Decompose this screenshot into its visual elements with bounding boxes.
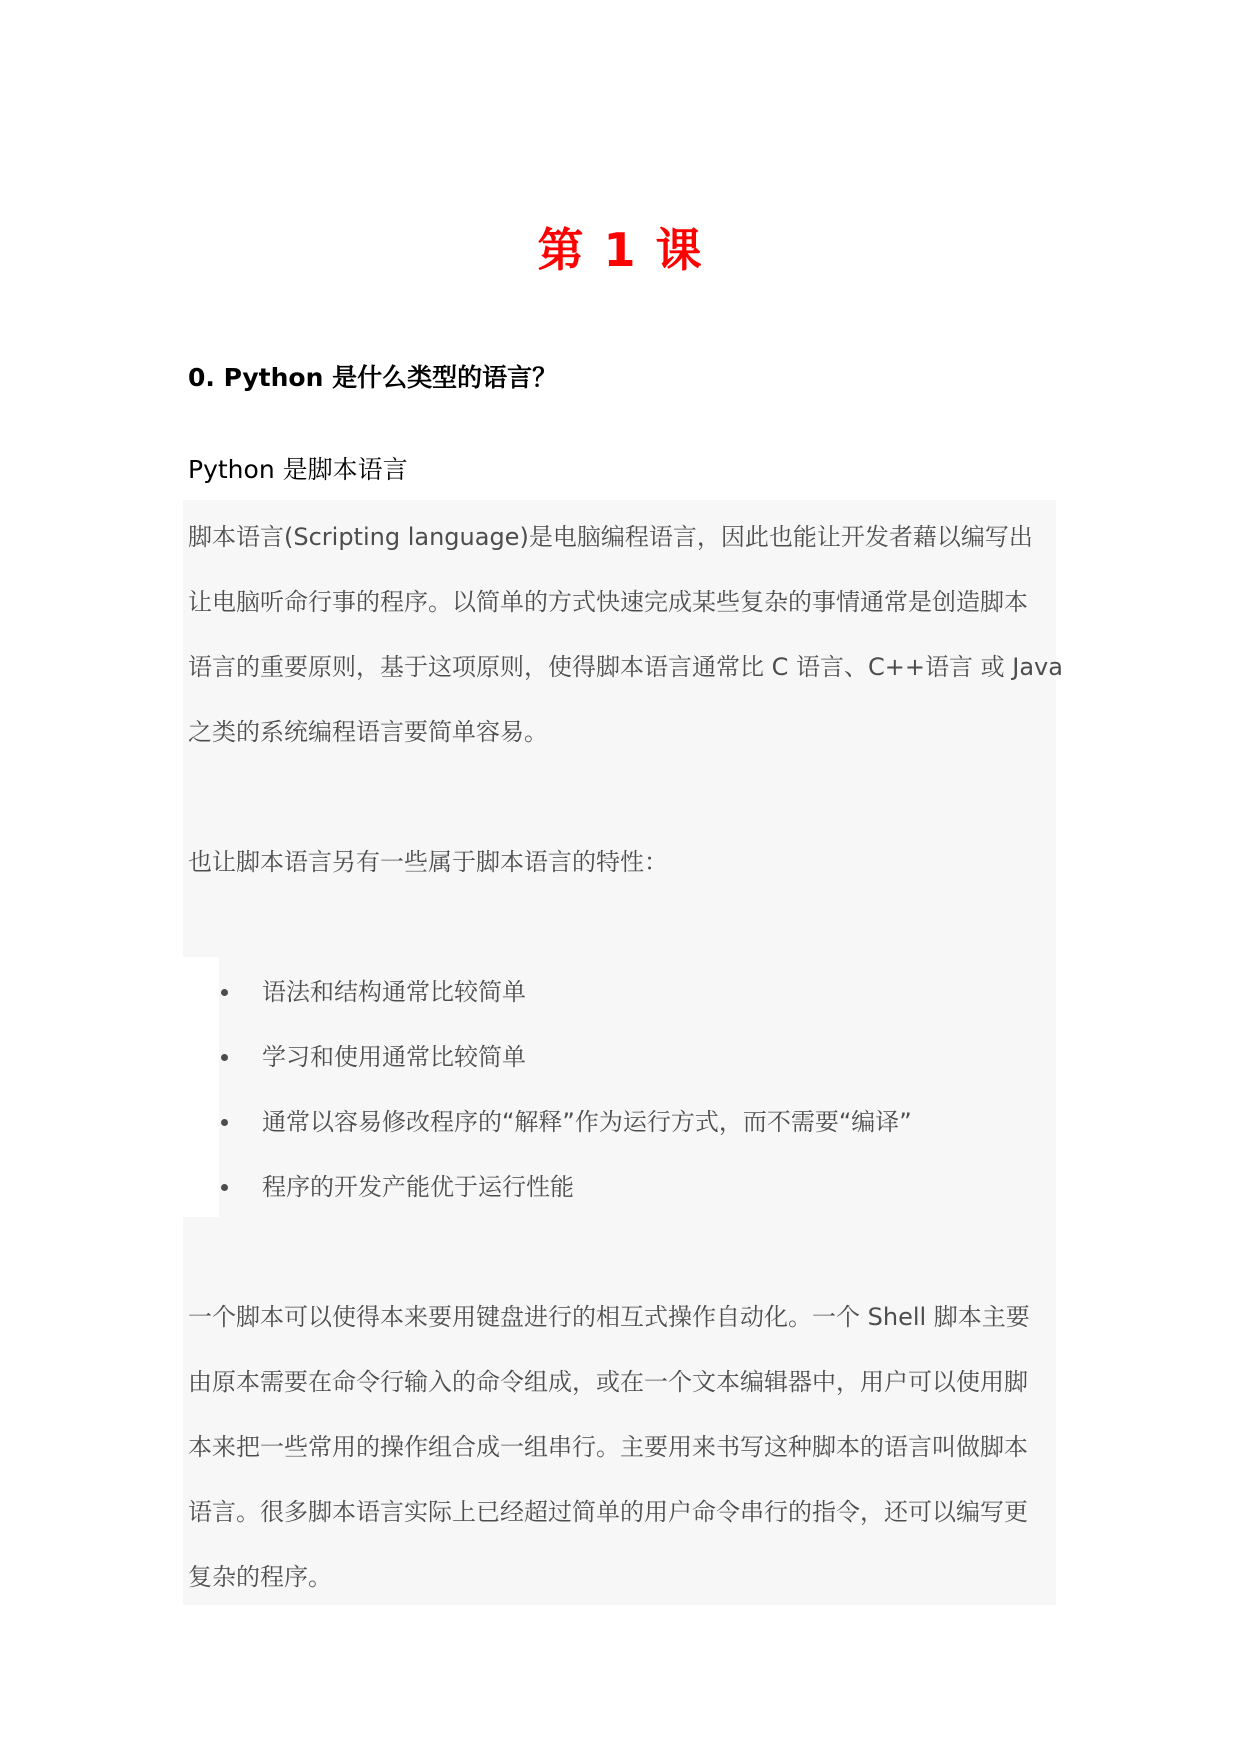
bullet-dot-icon xyxy=(221,1054,228,1061)
paragraph-shell-script xyxy=(188,1285,1068,1610)
answer-text: Python 是脚本语言 xyxy=(188,455,408,484)
lesson-title: 第 1 课 xyxy=(537,223,704,277)
list-indent-gap xyxy=(183,957,219,1217)
paragraph-line: 也让脚本语言另有一些属于脚本语言的特性： xyxy=(188,848,668,876)
paragraph-line: 脚本语言(Scripting language)是电脑编程语言，因此也能让开发者藉以编写出 xyxy=(188,523,1033,551)
paragraph-line: 本来把一些常用的操作组合成一组串行。主要用来书写这种脚本的语言叫做脚本 xyxy=(188,1433,1028,1461)
paragraph-line: 让电脑听命行事的程序。以简单的方式快速完成某些复杂的事情通常是创造脚本 xyxy=(188,588,1028,616)
paragraph-line: 之类的系统编程语言要简单容易。 xyxy=(188,718,548,746)
paragraph-line: 由原本需要在命令行输入的命令组成，或在一个文本编辑器中，用户可以使用脚 xyxy=(188,1368,1028,1396)
paragraph-line: 语言。很多脚本语言实际上已经超过简单的用户命令串行的指令，还可以编写更 xyxy=(188,1498,1028,1526)
question-heading: 0. Python 是什么类型的语言？ xyxy=(188,363,558,392)
paragraph-line: 一个脚本可以使得本来要用键盘进行的相互式操作自动化。一个 Shell 脚本主要 xyxy=(188,1303,1030,1331)
list-item-text: 语法和结构通常比较简单 xyxy=(262,978,526,1006)
paragraph-line: 复杂的程序。 xyxy=(188,1563,332,1591)
bullet-dot-icon xyxy=(221,989,228,996)
list-item-text: 通常以容易修改程序的“解释”作为运行方式，而不需要“编译” xyxy=(262,1108,912,1136)
bullet-dot-icon xyxy=(221,1184,228,1191)
paragraph-scripting-definition xyxy=(188,505,1068,765)
paragraph-features-intro xyxy=(188,830,1068,895)
list-item-text: 程序的开发产能优于运行性能 xyxy=(262,1173,574,1201)
paragraph-line: 语言的重要原则，基于这项原则，使得脚本语言通常比 C 语言、C++语言 或 Java xyxy=(188,653,1063,681)
list-item-text: 学习和使用通常比较简单 xyxy=(262,1043,526,1071)
bullet-dot-icon xyxy=(221,1119,228,1126)
